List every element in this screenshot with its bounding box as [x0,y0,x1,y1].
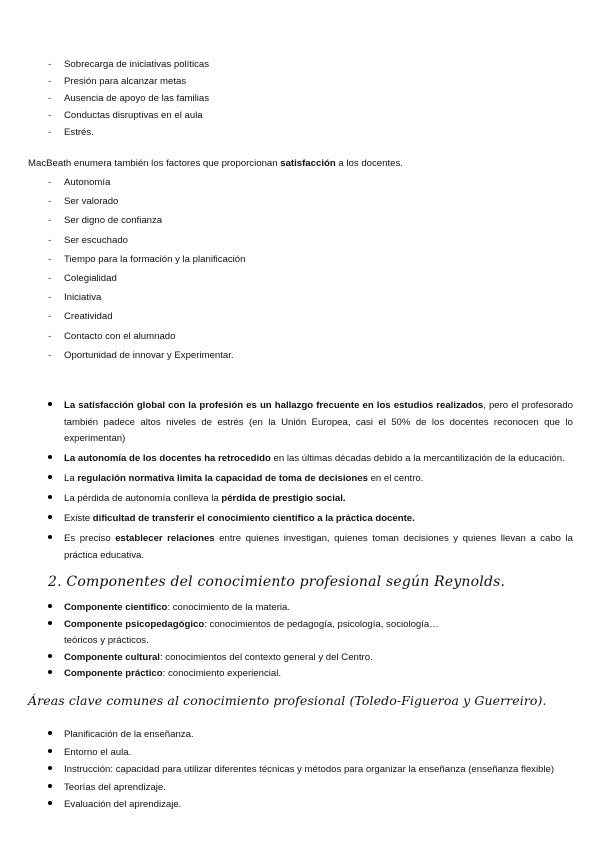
list-item: - Estrés. [48,127,209,144]
list-item: - Creatividad [48,311,245,330]
components-list [48,600,468,683]
list-item [48,491,573,508]
finding-text: en el centro. [367,473,424,485]
list-item: - Autonomía [48,177,245,196]
list-item [48,531,573,564]
intro-text: MacBeath enumera también los factores que proporcionan [28,158,281,169]
component-desc: : conocimiento de la materia. [167,602,291,613]
finding-text: entre quienes investigan, quienes toman decisiones y quienes llevan a cabo la práctica educativa. [64,533,573,561]
component-name: Componente cultural [64,651,160,663]
component-name: Componente práctico [64,668,163,679]
list-item [48,451,573,468]
areas-list [48,727,588,815]
list-item: - Iniciativa [48,292,245,311]
component-desc: : conocimientos de pedagogía, psicología, sociología… teóricos y prácticos. [64,618,439,646]
finding-bold: pérdida de prestigio social. [221,493,346,505]
list-item [48,398,573,448]
component-desc: : conocimientos del contexto general y del Centro. [159,651,373,663]
finding-text: en las últimas décadas debido a la mercantilización de la educación. [270,453,565,465]
intro-bold: satisfacción [280,158,336,169]
findings-list [48,398,573,568]
heading-reynolds: 2. Componentes del conocimiento profesional según Reynolds. [48,574,506,590]
list-item: - Presión para alcanzar metas [48,76,209,93]
stress-factors-list [48,59,209,144]
finding-bold: La satisfacción global con la profesión es un hallazgo frecuente en los estudios realizados [64,400,484,411]
finding-bold: dificultad de transferir el conocimiento científico a la práctica docente. [92,513,415,525]
list-item: - Contacto con el alumnado [48,331,245,350]
component-name: Componente psicopedagógico [64,618,205,630]
finding-pre: Es preciso [64,533,116,545]
intro-paragraph [28,158,403,170]
finding-bold: regulación normativa limita la capacidad de toma de decisiones [77,473,368,485]
component-desc: : conocimiento experiencial. [162,668,282,679]
list-item: - Conductas disruptivas en el aula [48,110,209,127]
list-item: - Oportunidad de innovar y Experimentar. [48,350,245,369]
list-item: Evaluación del aprendizaje. [48,797,588,814]
component-name: Componente científico [64,602,168,613]
list-item: Instrucción: capacidad para utilizar diferentes técnicas y métodos para organizar la enseñanza (enseñanza flexible) [48,762,588,779]
list-item: Teorías del aprendizaje. [48,780,588,797]
list-item [48,650,468,667]
list-item [48,511,573,528]
list-item [48,666,468,683]
list-item [48,471,573,488]
list-item: - Colegialidad [48,273,245,292]
list-item: - Ser escuchado [48,235,245,254]
satisfaction-factors-list [48,177,245,369]
list-item: - Ser digno de confianza [48,215,245,234]
finding-bold: La autonomía de los docentes ha retrocedido [64,453,271,465]
list-item: Planificación de la enseñanza. [48,727,588,744]
heading-areas: Áreas clave comunes al conocimiento profesional (Toledo-Figueroa y Guerreiro). [28,693,547,708]
finding-bold: establecer relaciones [115,533,215,545]
list-item: - Ausencia de apoyo de las familias [48,93,209,110]
list-item: Entorno el aula. [48,745,588,762]
list-item [48,617,468,650]
list-item [48,600,468,617]
finding-pre: La pérdida de autonomía conlleva la [64,493,222,505]
list-item: - Ser valorado [48,196,245,215]
intro-text-end: a los docentes. [335,158,403,169]
list-item: - Tiempo para la formación y la planificación [48,254,245,273]
list-item: - Sobrecarga de iniciativas políticas [48,59,209,76]
finding-text: , pero el profesorado también padece altos niveles de estrés (en la Unión Europea, casi el 50% de los docentes reconocen que lo experimentan) [64,400,573,444]
finding-pre: La [64,473,78,485]
finding-pre: Existe [64,513,93,525]
